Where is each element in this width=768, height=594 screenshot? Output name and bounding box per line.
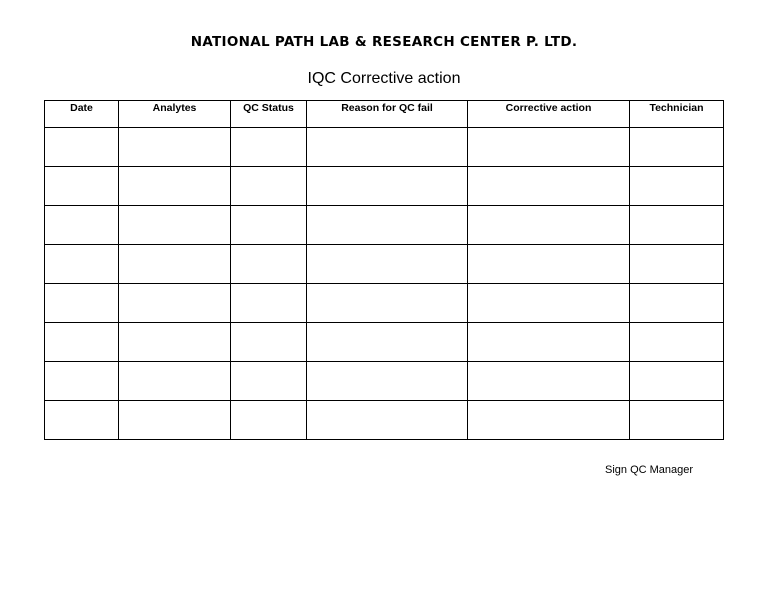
date-cell: [45, 167, 119, 206]
table-row: [45, 128, 724, 167]
analytes-cell: [119, 245, 231, 284]
table-header-row: [45, 101, 724, 128]
corrective-action-cell: [468, 323, 630, 362]
table-row: [45, 362, 724, 401]
organization-title: NATIONAL PATH LAB & RESEARCH CENTER P. LTD.: [190, 34, 578, 50]
date-cell: [45, 245, 119, 284]
reason-cell: [307, 128, 468, 167]
analytes-cell: [119, 167, 231, 206]
analytes-cell: [119, 128, 231, 167]
date-cell: [45, 401, 119, 440]
qc-status-cell: [231, 323, 307, 362]
corrective-action-cell: [468, 245, 630, 284]
analytes-cell: [119, 206, 231, 245]
analytes-cell: [119, 362, 231, 401]
analytes-cell: [119, 323, 231, 362]
qc-status-cell: [231, 128, 307, 167]
date-cell: [45, 128, 119, 167]
corrective-action-cell: [468, 401, 630, 440]
table-body: [45, 128, 724, 440]
date-cell: [45, 284, 119, 323]
table-row: [45, 401, 724, 440]
reason-cell: [307, 245, 468, 284]
technician-cell: [630, 128, 724, 167]
column-header-technician: Technician: [630, 101, 724, 128]
date-cell: [45, 362, 119, 401]
date-cell: [45, 323, 119, 362]
reason-cell: [307, 206, 468, 245]
column-header-corrective-action: Corrective action: [468, 101, 630, 128]
technician-cell: [630, 167, 724, 206]
technician-cell: [630, 245, 724, 284]
signature-label: Sign QC Manager: [605, 464, 694, 476]
corrective-action-cell: [468, 362, 630, 401]
qc-status-cell: [231, 206, 307, 245]
table-row: [45, 284, 724, 323]
technician-cell: [630, 401, 724, 440]
qc-status-cell: [231, 284, 307, 323]
document-title: IQC Corrective action: [307, 70, 461, 87]
analytes-cell: [119, 401, 231, 440]
table-row: [45, 167, 724, 206]
corrective-action-cell: [468, 206, 630, 245]
technician-cell: [630, 323, 724, 362]
technician-cell: [630, 284, 724, 323]
qc-status-cell: [231, 167, 307, 206]
table-row: [45, 245, 724, 284]
reason-cell: [307, 284, 468, 323]
column-header-analytes: Analytes: [119, 101, 231, 128]
qc-status-cell: [231, 245, 307, 284]
reason-cell: [307, 362, 468, 401]
corrective-action-cell: [468, 284, 630, 323]
corrective-action-table: [44, 100, 724, 440]
corrective-action-cell: [468, 167, 630, 206]
technician-cell: [630, 362, 724, 401]
date-cell: [45, 206, 119, 245]
table-row: [45, 323, 724, 362]
column-header-reason-for-qc-fail: Reason for QC fail: [307, 101, 468, 128]
column-header-date: Date: [45, 101, 119, 128]
qc-status-cell: [231, 401, 307, 440]
column-header-qc-status: QC Status: [231, 101, 307, 128]
qc-status-cell: [231, 362, 307, 401]
reason-cell: [307, 167, 468, 206]
analytes-cell: [119, 284, 231, 323]
technician-cell: [630, 206, 724, 245]
table-row: [45, 206, 724, 245]
reason-cell: [307, 323, 468, 362]
reason-cell: [307, 401, 468, 440]
corrective-action-cell: [468, 128, 630, 167]
